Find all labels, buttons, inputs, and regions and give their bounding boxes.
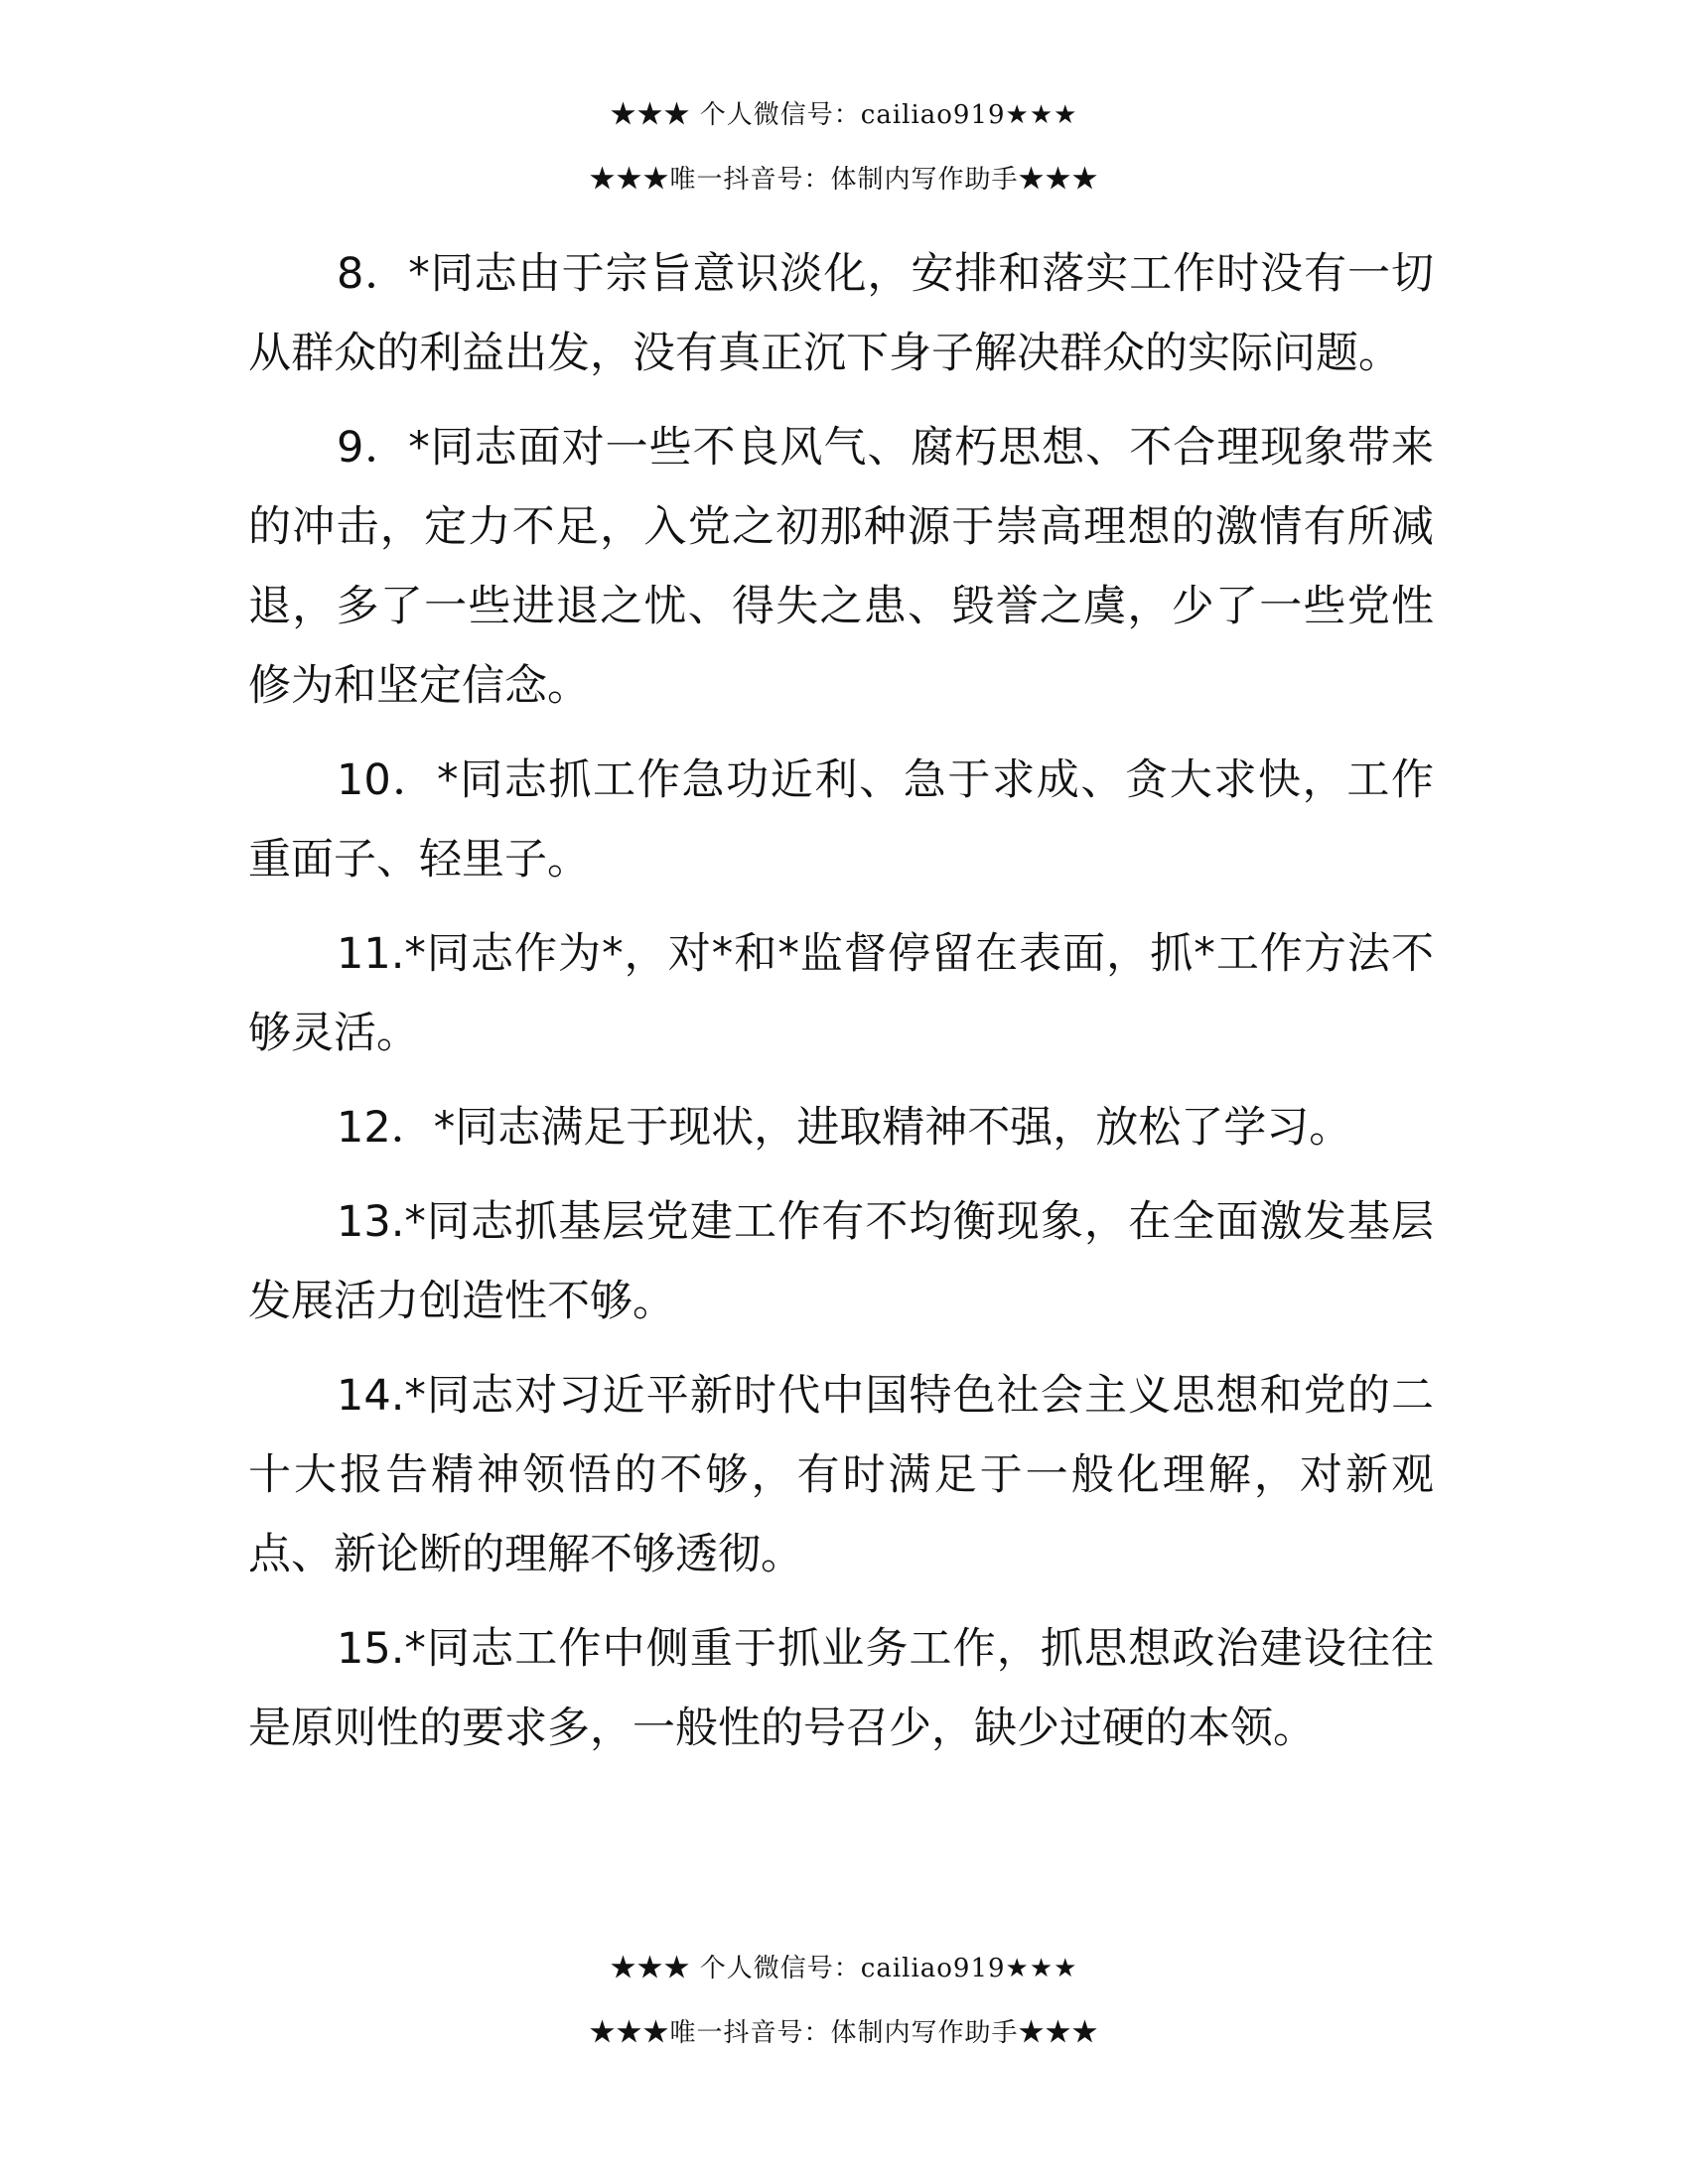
footer-watermark-wechat: ★★★ 个人微信号：cailiao919★★★ [610,1954,1078,1983]
paragraph-item-9: 9．*同志面对一些不良风气、腐朽思想、不合理现象带来的冲击，定力不足，入党之初那种源于崇高理想的激情有所减退，多了一些进退之忧、得失之患、毁誉之虞，少了一些党性修为和坚定信念。 [248,423,1434,711]
paragraph-item-14: 14.*同志对习近平新时代中国特色社会主义思想和党的二十大报告精神领悟的不够，有时满足于一般化理解，对新观点、新论断的理解不够透彻。 [248,1371,1434,1579]
paragraph-item-11: 11.*同志作为*，对*和*监督停留在表面，抓*工作方法不够灵活。 [248,929,1434,1058]
header-watermark-wechat: ★★★ 个人微信号：cailiao919★★★ [610,100,1078,130]
header-watermark-douyin: ★★★唯一抖音号：体制内写作助手★★★ [589,165,1099,195]
paragraph-item-8: 8．*同志由于宗旨意识淡化，安排和落实工作时没有一切从群众的利益出发，没有真正沉下身子解决群众的实际问题。 [248,249,1434,378]
document-body [248,234,1434,1783]
paragraph-item-13: 13.*同志抓基层党建工作有不均衡现象，在全面激发基层发展活力创造性不够。 [248,1197,1434,1326]
footer-watermark-douyin: ★★★唯一抖音号：体制内写作助手★★★ [589,2018,1099,2048]
paragraph-item-15: 15.*同志工作中侧重于抓业务工作，抓思想政治建设往往是原则性的要求多，一般性的号召少，缺少过硬的本领。 [248,1624,1434,1753]
paragraph-item-12: 12．*同志满足于现状，进取精神不强，放松了学习。 [337,1103,1352,1153]
paragraph-item-10: 10．*同志抓工作急功近利、急于求成、贪大求快，工作重面子、轻里子。 [248,755,1434,885]
